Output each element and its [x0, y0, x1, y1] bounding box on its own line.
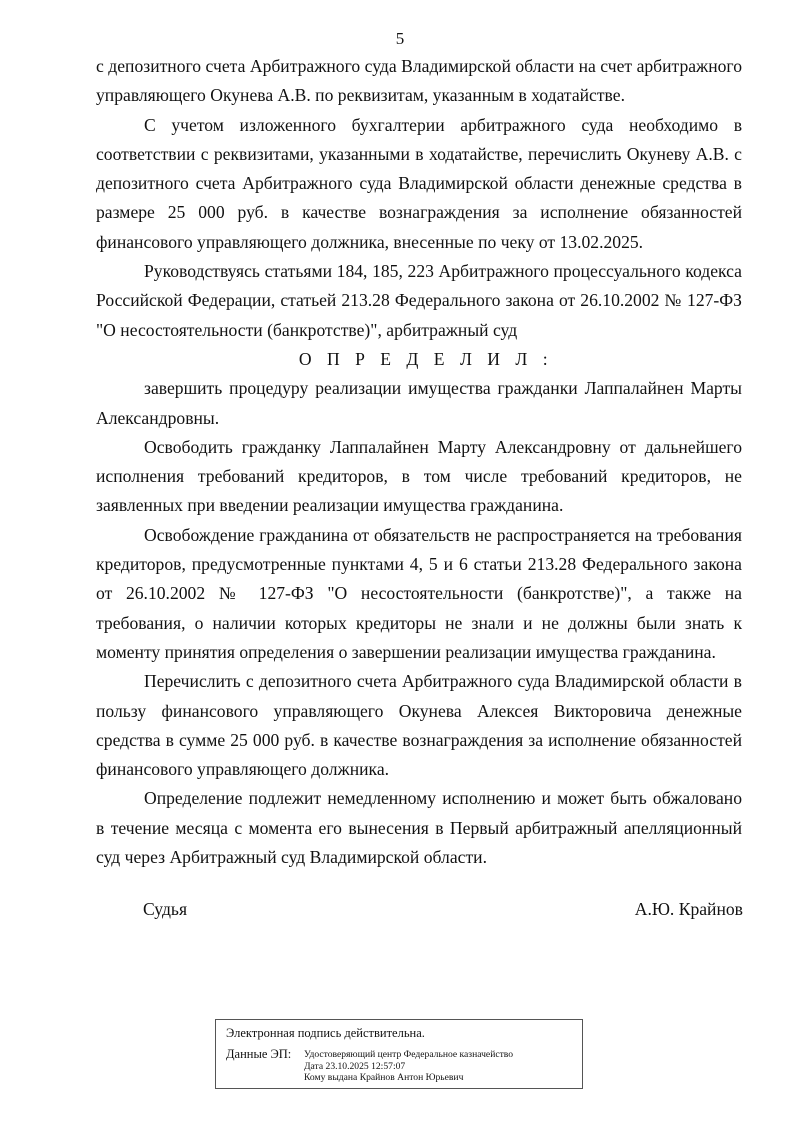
resolution-item-transfer-funds: Перечислить с депозитного счета Арбитражного суда Владимирской области в пользу финансового управляющего Окунева Алексея Викторовича денежные средства в сумме 25 000 руб. в качестве вознаграждения за исполнение обязанностей финансового управляющего должника. — [96, 671, 742, 780]
paragraph-legal-basis: Руководствуясь статьями 184, 185, 223 Арбитражного процессуального кодекса Российской Федерации, статьей 213.28 Федерального закона от 26.10.2002 № 127-ФЗ "О несостоятельности (банкротстве)", арбитражный суд — [96, 261, 742, 340]
document-body — [96, 52, 742, 872]
resolution-item-release-obligations: Освободить гражданку Лаппалайнен Марту Александровну от дальнейшего исполнения требований кредиторов, в том числе требований кредиторов, не заявленных при введении реализации имущества гражданина. — [96, 436, 742, 516]
e-signature-issuer: Удостоверяющий центр Федеральное казначейство — [304, 1049, 514, 1060]
resolution-item-exceptions: Освобождение гражданина от обязательств не распространяется на требования кредиторов, предусмотренные пунктами 4, 5 и 6 статьи 213.28 Федерального закона от 26.10.2002 № 127-ФЗ "О несостоятельности (банкротстве)", а также на требования, о наличии которых кредиторы не знали и не должны были знать к моменту принятия определения о завершении реализации имущества гражданина. — [96, 524, 742, 662]
resolution-item-appeal: Определение подлежит немедленному исполнению и может быть обжаловано в течение месяца с момента его вынесения в Первый арбитражный апелляционный суд через Арбитражный суд Владимирской области. — [96, 788, 742, 868]
e-signature-details — [304, 1049, 513, 1084]
e-signature-status: Электронная подпись действительна. — [226, 1026, 425, 1040]
judge-role: Судья — [143, 899, 188, 919]
electronic-signature-stamp — [215, 1019, 583, 1089]
e-signature-label: Данные ЭП: — [226, 1047, 292, 1061]
resolution-item-complete-procedure: завершить процедуру реализации имущества гражданки Лаппалайнен Марты Александровны. — [96, 378, 742, 428]
page-number: 5 — [395, 29, 405, 48]
e-signature-issued-to: Кому выдана Крайнов Антон Юрьевич — [304, 1072, 464, 1083]
judge-name: А.Ю. Крайнов — [634, 899, 743, 919]
paragraph-accounting-instruction: С учетом изложенного бухгалтерии арбитражного суда необходимо в соответствии с реквизитами, указанными в ходатайстве, перечислить Окуневу А.В. с депозитного счета Арбитражного суда Владимирской области денежные средства в размере 25 000 руб. в качестве вознаграждения за исполнение обязанностей финансового управляющего должника, внесенные по чеку от 13.02.2025. — [96, 114, 742, 252]
e-signature-date: Дата 23.10.2025 12:57:07 — [304, 1060, 406, 1072]
signature-row — [143, 899, 743, 920]
decree-heading: О П Р Е Д Е Л И Л : — [298, 348, 554, 369]
paragraph-continuation: с депозитного счета Арбитражного суда Владимирской области на счет арбитражного управляющего Окунева А.В. по реквизитам, указанным в ходатайстве. — [96, 56, 742, 106]
